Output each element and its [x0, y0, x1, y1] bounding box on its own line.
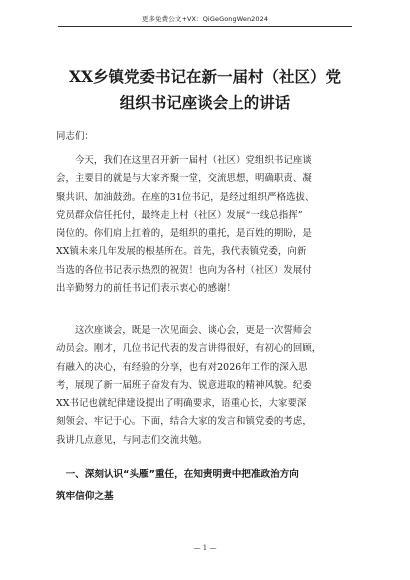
title-line-1: XX乡镇党委书记在新一届村（社区）党 [68, 67, 342, 86]
section-1-heading [56, 464, 356, 508]
header-note: 更多免费公文+VX：QiGeGongWen2024 [141, 15, 269, 23]
paragraph-2-line: 有融入的决心，有经验的分享，也有对2026年工作的深入思 [56, 361, 308, 373]
paragraph-2-line: 考，展现了新一届班子奋发有为、锐意进取的精神风貌。纪委 [56, 379, 312, 391]
paragraph-2-line: 这次座谈会，既是一次见面会、谈心会，更是一次誓师会 [56, 325, 312, 336]
paragraph-1-line: 会，主要目的就是与大家齐聚一堂，交流思想，明确职责、凝 [56, 173, 312, 185]
document-title [40, 64, 370, 116]
paragraph-2-line: 我讲几点意见，与同志们交流共勉。 [56, 434, 208, 446]
paragraph-1-line: 党员群众信任托付，最终走上村（社区）发展“一线总指挥” [56, 209, 303, 221]
salutation: 同志们： [56, 131, 94, 142]
paragraph-1-line: 今天，我们在这里召开新一届村（社区）党组织书记座谈 [56, 155, 312, 166]
paragraph-2-line: XX书记也就纪律建设提出了明确要求，语重心长，大家要深 [56, 398, 307, 410]
paragraph-2 [56, 322, 356, 450]
paragraph-1-line: 出辛勤努力的前任书记们表示衷心的感谢！ [56, 283, 237, 295]
paragraph-2-line: 刻领会、牢记于心。下面，结合大家的发言和镇党委的考虑， [56, 416, 312, 428]
title-line-2: 组织书记座谈会上的讲话 [119, 93, 291, 112]
paragraph-1-line: XX镇未来几年发展的根基所在。首先，我代表镇党委，向新 [56, 246, 307, 258]
section-1-heading-line: 筑牢信仰之基 [56, 491, 114, 502]
paragraph-1 [56, 152, 356, 298]
paragraph-1-line: 聚共识、加油鼓劲。在座的31位书记，是经过组织严格选拔、 [56, 191, 315, 203]
paragraph-1-line: 岗位的。你们肩上扛着的，是组织的重托，是百姓的期盼，是 [56, 228, 312, 240]
section-1-heading-line: 一、深刻认识“头雁”重任，在知责明责中把准政治方向 [56, 469, 299, 480]
page-number: — 1 — [193, 544, 217, 552]
paragraph-1-line: 当选的各位书记表示热烈的祝贺！也向为各村（社区）发展付 [56, 264, 312, 276]
paragraph-2-line: 动员会。刚才，几位书记代表的发言讲得很好，有初心的回顾， [56, 343, 322, 355]
header-divider [58, 26, 352, 27]
